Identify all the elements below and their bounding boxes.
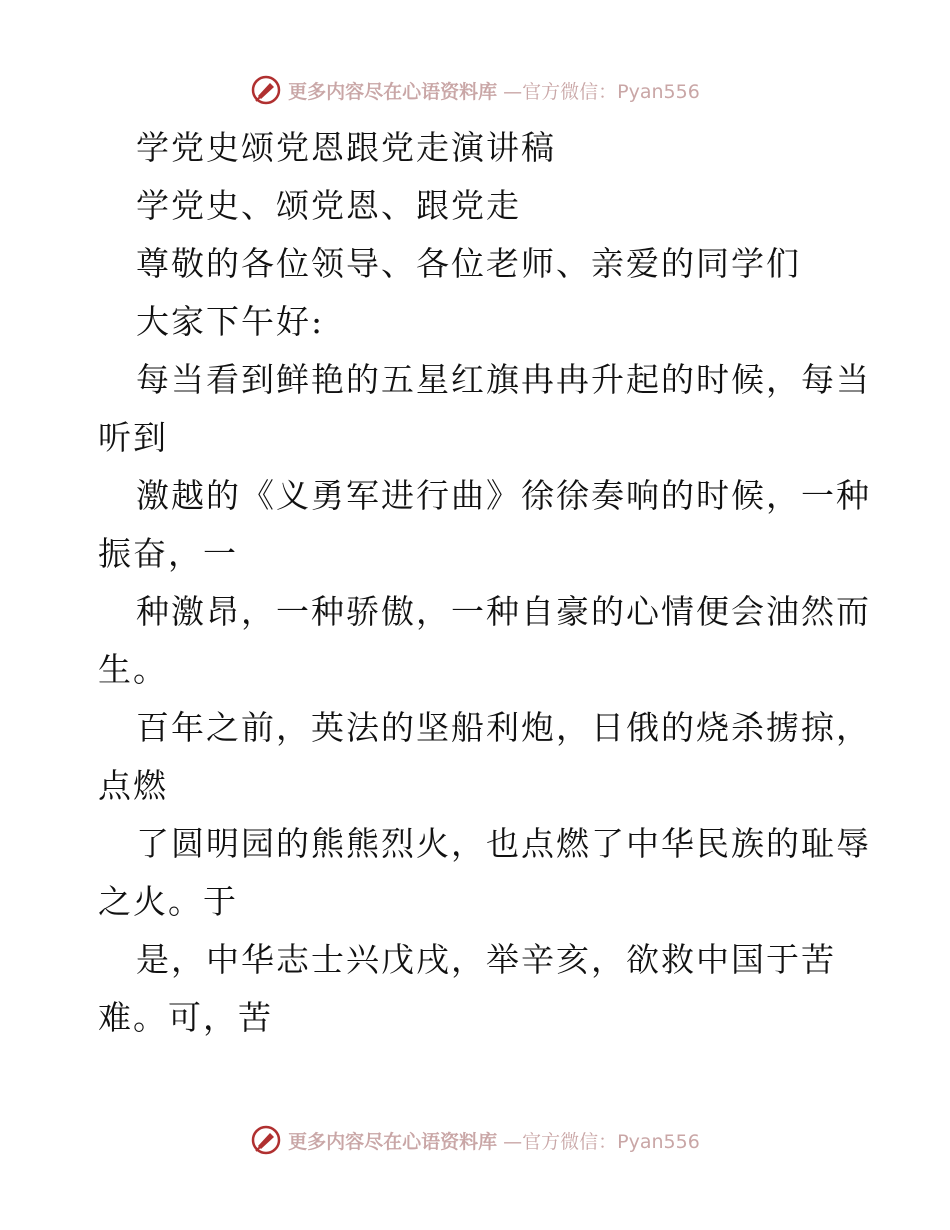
paragraph-line: 是，中华志士兴戊戌，举辛亥，欲救中国于苦 (136, 940, 836, 979)
quill-logo-icon (250, 1124, 282, 1156)
footer-contact-text: —官方微信：Pyan556 (503, 1130, 700, 1153)
paragraph-line: 生。 (98, 650, 168, 689)
paragraph-line: 每当看到鲜艳的五星红旗冉冉升起的时候，每当 (136, 360, 871, 399)
paragraph-line: 点燃 (98, 766, 168, 805)
header-brand-text: 更多内容尽在心语资料库 (288, 80, 498, 103)
paragraph-line: 了圆明园的熊熊烈火，也点燃了中华民族的耻辱 (136, 824, 871, 863)
footer-watermark (0, 1122, 950, 1158)
document-subtitle: 学党史、颂党恩、跟党走 (136, 186, 521, 225)
paragraph-line: 难。可，苦 (98, 998, 273, 1037)
paragraph-line: 听到 (98, 418, 168, 457)
paragraph-line: 百年之前，英法的坚船利炮，日俄的烧杀掳掠， (136, 708, 871, 747)
paragraph-line: 种激昂，一种骄傲，一种自豪的心情便会油然而 (136, 592, 871, 631)
document-title: 学党史颂党恩跟党走演讲稿 (136, 128, 556, 167)
footer-brand-text: 更多内容尽在心语资料库 (288, 1130, 498, 1153)
greeting-line: 大家下午好: (136, 302, 325, 341)
paragraph-line: 振奋，一 (98, 534, 238, 573)
header-watermark (0, 72, 950, 108)
paragraph-line: 之火。于 (98, 882, 238, 921)
quill-logo-icon (250, 74, 282, 106)
salutation-line: 尊敬的各位领导、各位老师、亲爱的同学们 (136, 244, 801, 283)
paragraph-line: 激越的《义勇军进行曲》徐徐奏响的时候，一种 (136, 476, 871, 515)
header-contact-text: —官方微信：Pyan556 (503, 80, 700, 103)
